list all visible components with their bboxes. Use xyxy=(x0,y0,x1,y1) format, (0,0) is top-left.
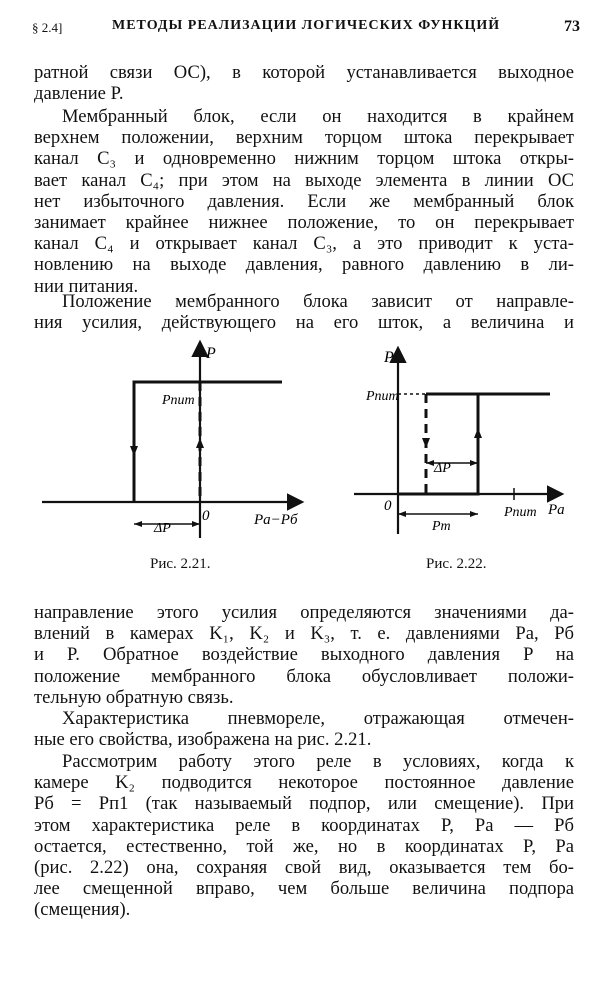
hysteresis-diagram-2 xyxy=(346,338,576,538)
down-arrow-icon xyxy=(130,446,138,456)
level-label: Pпит xyxy=(366,389,399,404)
x-tick-label: Pпит xyxy=(504,505,537,520)
paragraph-1 xyxy=(34,62,574,104)
text-line: Положение мембранного блока зависит от направле- xyxy=(62,291,574,312)
x-axis-label: Pа−Pб xyxy=(254,512,298,528)
text-line: (рис. 2.22) она, сохраняя свой вид, оказывается тем бо- xyxy=(34,857,574,879)
figure-2-21 xyxy=(42,338,312,543)
delta-label: ΔP xyxy=(154,521,171,536)
text-line: давление P. xyxy=(34,83,124,105)
text-line: ратной связи ОС), в которой устанавливается выходное xyxy=(34,62,574,83)
text-line: тельную обратную связь. xyxy=(34,686,234,708)
y-axis-label: P xyxy=(206,345,216,362)
text-line: остается, естественно, той же, но в координатах P, Pа xyxy=(34,835,574,857)
text-line: вает канал C₄; при этом на выходе элемента в линии ОС xyxy=(34,169,574,191)
delta-label: ΔP xyxy=(434,461,451,476)
text-line: Характеристика пневмореле, отражающая отмечен- xyxy=(62,708,574,729)
text-line: лее смещенной вправо, чем больше величина подпора xyxy=(34,878,574,900)
dim-arrow-right-icon xyxy=(192,521,200,527)
caption-2-21: Рис. 2.21. xyxy=(150,556,211,572)
text-line: камере K₂ подводится некоторое постоянное давление xyxy=(34,772,574,794)
text-line: и P. Обратное воздействие выходного давления P на xyxy=(34,644,574,666)
shift-arrow-right-icon xyxy=(470,511,478,517)
origin-label: 0 xyxy=(384,498,392,514)
running-title: МЕТОДЫ РЕАЛИЗАЦИИ ЛОГИЧЕСКИХ ФУНКЦИЙ xyxy=(112,18,501,33)
y-axis-label: P xyxy=(384,349,394,366)
section-number: § 2.4] xyxy=(32,20,63,35)
text-line: направление этого усилия определяются значениями да- xyxy=(34,602,574,623)
up-arrow-icon xyxy=(474,428,482,438)
text-line: занимает крайнее нижнее положение, то он перекрывает xyxy=(34,212,574,234)
text-line: канал C₃ и одновременно нижним торцом штока откры- xyxy=(34,148,574,170)
up-arrow-icon xyxy=(196,438,204,448)
text-line: верхнем положении, верхним торцом штока перекрывает xyxy=(34,127,574,149)
paragraph-6 xyxy=(34,751,574,921)
x-axis-label: Pа xyxy=(548,502,565,518)
text-line: нии питания. xyxy=(34,275,139,297)
down-arrow-icon xyxy=(422,438,430,448)
characteristic-line xyxy=(134,382,282,502)
origin-label: 0 xyxy=(202,508,210,524)
figure-2-22 xyxy=(346,338,576,543)
characteristic-line xyxy=(398,394,550,494)
text-line: ния усилия, действующего на его шток, а величина и xyxy=(34,312,574,334)
text-line: положение мембранного блока обусловливает положи- xyxy=(34,665,574,687)
dim-arrow-left-icon xyxy=(134,521,142,527)
text-line: Pб = Pп1 (так называемый подпор, или смещение). При xyxy=(34,793,574,815)
text-line: этом характеристика реле в координатах P, Pа — Pб xyxy=(34,814,574,836)
paragraph-3 xyxy=(34,291,574,333)
page-header xyxy=(32,18,580,40)
shift-arrow-left-icon xyxy=(398,511,406,517)
hysteresis-diagram-1 xyxy=(42,338,312,538)
text-line: канал C₄ и открывает канал C₃, а это приводит к уста- xyxy=(34,233,574,255)
text-line: Рассмотрим работу этого реле в условиях, когда к xyxy=(62,751,574,772)
text-line: влений в камерах K₁, K₂ и K₃, т. е. давлениями Pа, Pб xyxy=(34,623,574,645)
page-number: 73 xyxy=(564,18,580,35)
text-line: нет избыточного давления. Если же мембранный блок xyxy=(34,190,574,212)
caption-2-22: Рис. 2.22. xyxy=(426,556,487,572)
text-line: Мембранный блок, если он находится в крайнем xyxy=(62,106,574,127)
text-line: ные его свойства, изображена на рис. 2.21. xyxy=(34,729,372,751)
text-line: (смещения). xyxy=(34,899,131,921)
shift-label: Pm xyxy=(432,519,451,534)
paragraph-5 xyxy=(34,708,574,750)
text-line: новлению на выходе давления, равного давлению в ли- xyxy=(34,254,574,276)
level-label: Pпит xyxy=(162,393,195,408)
paragraph-2 xyxy=(34,106,574,297)
paragraph-4 xyxy=(34,602,574,708)
